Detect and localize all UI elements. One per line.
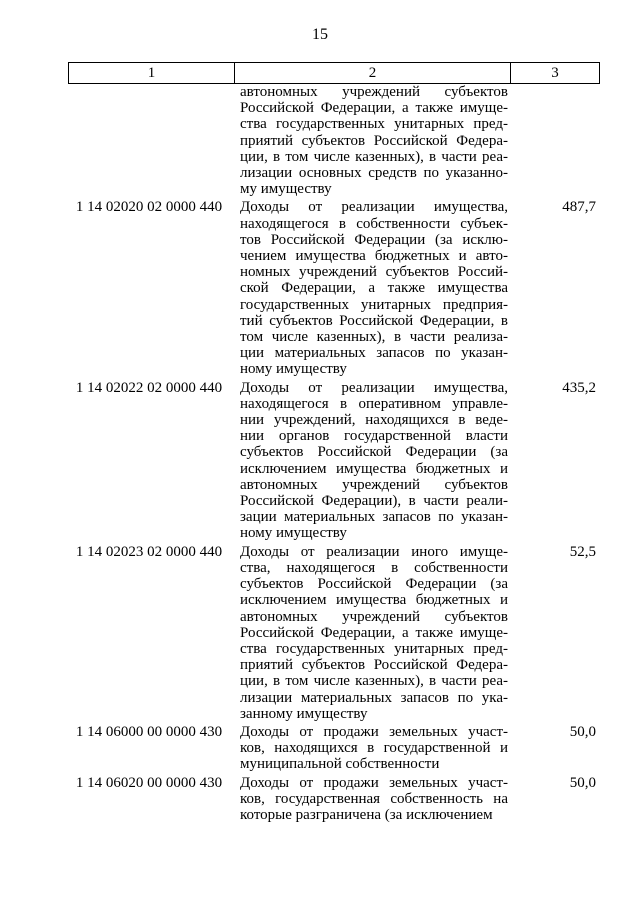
description-line: исключением имущества бюджетных и xyxy=(240,460,508,477)
budget-code: 1 14 02020 02 0000 440 xyxy=(75,199,223,216)
income-description xyxy=(240,724,508,773)
description-line: ции материальных запасов по указан- xyxy=(240,345,508,362)
budget-code: 1 14 06000 00 0000 430 xyxy=(75,723,223,740)
amount-value: 50,0 xyxy=(569,774,596,791)
income-description xyxy=(240,380,508,542)
header-col-2: 2 xyxy=(235,63,511,83)
description-line: чением имущества бюджетных и авто- xyxy=(240,248,508,265)
description-line: автономных учреждений субъектов xyxy=(240,476,508,493)
description-line: нии учреждений, находящихся в веде- xyxy=(240,412,508,429)
amount-value: 52,5 xyxy=(569,543,596,560)
description-line: Доходы от продажи земельных участ- xyxy=(240,774,508,791)
description-line: приятий субъектов Российской Федера- xyxy=(240,132,508,149)
description-line: автономных учреждений субъектов xyxy=(240,84,508,100)
description-line: Российской Федерации), в части реали- xyxy=(240,493,508,510)
income-description xyxy=(240,544,508,722)
table-row xyxy=(68,199,600,377)
description-line: лизации материальных запасов по ука- xyxy=(240,689,508,706)
header-col-3: 3 xyxy=(551,64,559,81)
budget-code xyxy=(68,84,234,197)
table-row xyxy=(68,544,600,722)
income-description xyxy=(240,199,508,377)
table-row xyxy=(68,380,600,542)
description-line: том числе казенных), в части реализа- xyxy=(240,329,508,346)
description-line: муниципальной собственности xyxy=(240,756,440,773)
description-line: Доходы от реализации иного имуще- xyxy=(240,543,508,560)
budget-code: 1 14 02022 02 0000 440 xyxy=(75,379,223,396)
description-line: ства государственных унитарных пред- xyxy=(240,640,508,657)
description-line: государственных унитарных предприя- xyxy=(240,296,508,313)
description-line: лизации основных средств по указанно- xyxy=(240,165,508,182)
amount-value: 487,7 xyxy=(562,199,596,216)
description-line: тов Российской Федерации (за исклю- xyxy=(240,231,508,248)
description-line: находящегося в собственности субъек- xyxy=(240,215,508,232)
amount-value: 50,0 xyxy=(569,723,596,740)
table-row xyxy=(68,84,600,197)
amount-value xyxy=(508,84,600,197)
description-line: занному имуществу xyxy=(240,705,368,722)
description-line: тий субъектов Российской Федерации, в xyxy=(240,312,508,329)
description-line: ков, находящихся в государственной и xyxy=(240,740,508,757)
description-line: Доходы от продажи земельных участ- xyxy=(240,723,508,740)
description-line: ской Федерации, а также имущества xyxy=(240,280,508,297)
description-line: му имуществу xyxy=(240,181,332,198)
description-line: субъектов Российской Федерации (за xyxy=(240,576,508,593)
header-col-1: 1 xyxy=(69,63,235,83)
description-line: ному имуществу xyxy=(240,525,347,542)
table-row xyxy=(68,724,600,773)
description-line: зации материальных запасов по указан- xyxy=(240,509,508,526)
description-line: ков, государственная собственность на xyxy=(240,790,508,807)
table-header xyxy=(68,62,600,84)
budget-code: 1 14 06020 00 0000 430 xyxy=(75,774,223,791)
description-line: ства государственных унитарных пред- xyxy=(240,116,508,133)
description-line: Российской Федерации, а также имуще- xyxy=(240,624,508,641)
description-line: субъектов Российской Федерации (за xyxy=(240,444,508,461)
description-line: ному имуществу xyxy=(240,361,347,378)
table-body xyxy=(68,84,600,823)
description-line: ции, в том числе казенных), в части реа- xyxy=(240,148,508,165)
page-number: 15 xyxy=(312,26,328,43)
description-line: ции, в том числе казенных), в части реа- xyxy=(240,673,508,690)
description-line: которые разграничена (за исключением xyxy=(240,806,493,823)
budget-code: 1 14 02023 02 0000 440 xyxy=(75,543,223,560)
income-description xyxy=(240,84,508,197)
description-line: исключением имущества бюджетных и xyxy=(240,592,508,609)
description-line: Доходы от реализации имущества, xyxy=(240,379,508,396)
description-line: Российской Федерации, а также имуще- xyxy=(240,100,508,117)
description-line: приятий субъектов Российской Федера- xyxy=(240,657,508,674)
description-line: нии органов государственной власти xyxy=(240,428,508,445)
description-line: автономных учреждений субъектов xyxy=(240,608,508,625)
description-line: Доходы от реализации имущества, xyxy=(240,199,508,216)
amount-value: 435,2 xyxy=(562,379,596,396)
description-line: номных учреждений субъектов Россий- xyxy=(240,264,508,281)
description-line: ства, находящегося в собственности xyxy=(240,559,508,576)
table-row xyxy=(68,775,600,824)
description-line: находящегося в оперативном управле- xyxy=(240,395,508,412)
income-description xyxy=(240,775,508,824)
